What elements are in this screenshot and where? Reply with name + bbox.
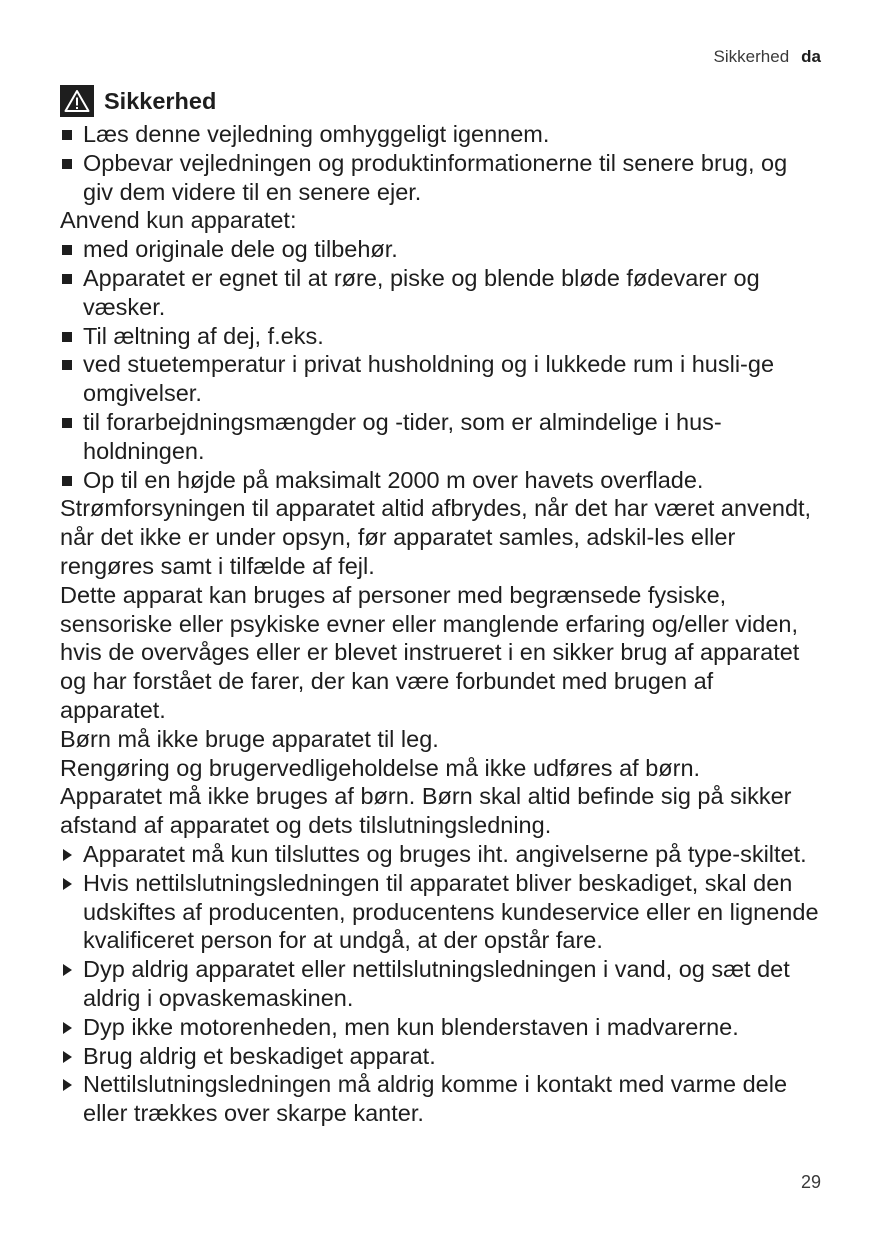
list-item: til forarbejdningsmængder og -tider, som er almindelige i hus-holdningen. [60, 408, 822, 466]
list-item: Nettilslutningsledningen må aldrig komme i kontakt med varme dele eller trækkes over skarpe kanter. [60, 1070, 822, 1128]
paragraph: Dette apparat kan bruges af personer med begrænsede fysiske, sensoriske eller psykiske evner eller manglende erfaring og/eller viden, hvis de overvåges eller er blevet instrueret i en sikker brug af apparatet og har forstået de farer, der kan være forbundet med brugen af apparatet. [60, 581, 800, 723]
header-language: da [801, 47, 821, 66]
use-label: Anvend kun apparatet: [60, 207, 297, 234]
list-item: med originale dele og tilbehør. [60, 235, 822, 264]
intro-list [60, 120, 822, 206]
list-item: Læs denne vejledning omhyggeligt igennem. [60, 120, 822, 149]
list-item: Op til en højde på maksimalt 2000 m over havets overflade. [60, 466, 822, 495]
list-item: Hvis nettilslutningsledningen til apparatet bliver beskadiget, skal den udskiftes af producenten, producentens kundeservice eller en lignende kvalificeret person for at undgå, at der opstår fare. [60, 869, 822, 955]
paragraph: Rengøring og brugervedligeholdelse må ikke udføres af børn. [60, 754, 701, 781]
list-item: Til æltning af dej, f.eks. [60, 322, 822, 351]
list-item: Brug aldrig et beskadiget apparat. [60, 1042, 822, 1071]
list-item: Apparatet er egnet til at røre, piske og blende bløde fødevarer og væsker. [60, 264, 822, 322]
list-item: ved stuetemperatur i privat husholdning og i lukkede rum i husli-ge omgivelser. [60, 350, 822, 408]
header-section: Sikkerhed [713, 47, 790, 66]
action-list [60, 840, 822, 1128]
paragraph: Apparatet må ikke bruges af børn. Børn skal altid befinde sig på sikker afstand af apparatet og dets tilslutningsledning. [60, 783, 792, 839]
list-item: Dyp aldrig apparatet eller nettilslutningsledningen i vand, og sæt det aldrig i opvaskemaskinen. [60, 955, 822, 1013]
section-heading [60, 84, 822, 118]
list-item: Opbevar vejledningen og produktinformationerne til senere brug, og giv dem videre til en senere ejer. [60, 149, 822, 207]
list-item: Dyp ikke motorenheden, men kun blenderstaven i madvarerne. [60, 1013, 822, 1042]
list-item: Apparatet må kun tilsluttes og bruges iht. angivelserne på type-skiltet. [60, 840, 822, 869]
section-title: Sikkerhed [104, 87, 217, 114]
warning-triangle-icon [60, 85, 94, 117]
safety-section [60, 84, 822, 1128]
running-header [714, 47, 821, 67]
use-list [60, 235, 822, 494]
paragraph: Børn må ikke bruge apparatet til leg. [60, 725, 439, 752]
paragraph: Strømforsyningen til apparatet altid afbrydes, når det har været anvendt, når det ikke er under opsyn, før apparatet samles, adskil-les eller rengøres samt i tilfælde af fejl. [60, 495, 812, 579]
page-number: 29 [800, 1172, 821, 1192]
